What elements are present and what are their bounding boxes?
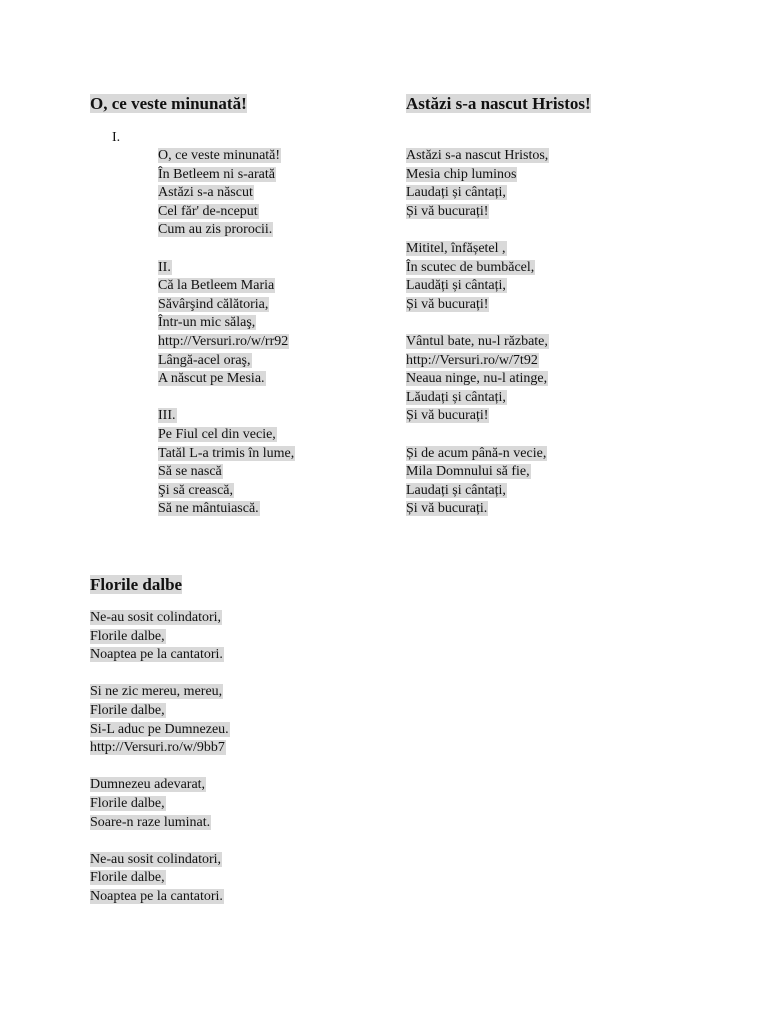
verse-line [90, 683, 230, 702]
stanza [406, 240, 549, 314]
stanza [158, 259, 295, 389]
verse-line [406, 333, 549, 352]
verse-text: Dumnezeu adevarat, [90, 777, 206, 793]
verse-line [158, 314, 295, 333]
verse-line [90, 851, 230, 870]
poem1-numeral: I. [112, 130, 121, 145]
verse-text: Si ne zic mereu, mereu, [90, 684, 223, 700]
verse-text: http://Versuri.ro/w/7t92 [406, 352, 538, 368]
verse-line [158, 407, 295, 426]
verse-line [90, 888, 230, 907]
verse-text: Vântul bate, nu-l răzbate, [406, 333, 548, 349]
verse-line [406, 184, 549, 203]
verse-line [90, 776, 230, 795]
verse-line [406, 296, 549, 315]
verse-text: III. [158, 408, 176, 424]
verse-line [406, 463, 549, 482]
stanza [90, 776, 230, 832]
verse-line [158, 147, 295, 166]
verse-text: Soare-n raze luminat. [90, 814, 211, 830]
verse-text: Astăzi s-a născut [158, 185, 253, 201]
verse-line [90, 628, 230, 647]
poem1-body [158, 147, 295, 537]
stanza [406, 333, 549, 426]
verse-text: Pe Fiul cel din vecie, [158, 426, 276, 442]
poem1-title: O, ce veste minunată! [90, 94, 247, 113]
verse-line [406, 445, 549, 464]
verse-line [406, 389, 549, 408]
verse-text: Ne-au sosit colindatori, [90, 851, 222, 867]
verse-text: Florile dalbe, [90, 870, 165, 886]
verse-text: În scutec de bumbăcel, [406, 259, 535, 275]
verse-line [158, 277, 295, 296]
verse-text: Mititel, înfășetel , [406, 240, 506, 256]
verse-text: Noaptea pe la cantatori. [90, 647, 223, 663]
verse-line [90, 609, 230, 628]
verse-line [406, 407, 549, 426]
verse-line [406, 166, 549, 185]
verse-line [90, 869, 230, 888]
verse-line [406, 203, 549, 222]
verse-line [406, 147, 549, 166]
verse-text: Laudați și cântați, [406, 482, 506, 498]
verse-line [158, 333, 295, 352]
verse-line [90, 646, 230, 665]
verse-text: Mesia chip luminos [406, 166, 517, 182]
stanza [406, 445, 549, 519]
poem3-body [90, 609, 230, 925]
verse-line [158, 500, 295, 519]
verse-line [90, 795, 230, 814]
stanza [90, 683, 230, 757]
verse-line [158, 445, 295, 464]
verse-line [158, 296, 295, 315]
verse-text: http://Versuri.ro/w/rr92 [158, 333, 289, 349]
verse-text: Laudăți și cântați, [406, 278, 506, 294]
verse-text: Mila Domnului să fie, [406, 464, 530, 480]
verse-text: Lângă-acel oraş, [158, 352, 251, 368]
verse-line [158, 259, 295, 278]
verse-text: Şi să crească, [158, 482, 234, 498]
verse-line [90, 739, 230, 758]
verse-text: Într-un mic sălaş, [158, 315, 256, 331]
verse-text: Florile dalbe, [90, 795, 165, 811]
verse-line [158, 370, 295, 389]
verse-text: Neaua ninge, nu-l atinge, [406, 371, 548, 387]
verse-line [406, 352, 549, 371]
verse-text: A născut pe Mesia. [158, 371, 265, 387]
verse-line [158, 203, 295, 222]
verse-text: Si-L aduc pe Dumnezeu. [90, 721, 229, 737]
verse-text: Cel făr' de-nceput [158, 203, 258, 219]
verse-text: Astăzi s-a nascut Hristos, [406, 148, 549, 163]
verse-text: Și vă bucurați! [406, 203, 489, 219]
verse-text: Și vă bucurați! [406, 296, 489, 312]
verse-text: În Betleem ni s-arată [158, 166, 276, 182]
verse-line [158, 166, 295, 185]
verse-text: Să ne mântuiască. [158, 501, 259, 517]
verse-text: Săvârşind călătoria, [158, 296, 269, 312]
stanza [406, 147, 549, 221]
verse-text: Să se nască [158, 464, 222, 480]
verse-text: Florile dalbe, [90, 628, 165, 644]
verse-text: O, ce veste minunată! [158, 148, 281, 163]
stanza [158, 147, 295, 240]
verse-text: Și de acum până-n vecie, [406, 445, 547, 461]
verse-text: Cum au zis prorocii. [158, 222, 273, 238]
stanza [90, 851, 230, 907]
stanza [158, 407, 295, 519]
verse-line [406, 370, 549, 389]
verse-text: Noaptea pe la cantatori. [90, 888, 223, 904]
verse-line [158, 482, 295, 501]
verse-line [158, 221, 295, 240]
verse-text: http://Versuri.ro/w/9bb7 [90, 740, 225, 756]
verse-line [406, 240, 549, 259]
verse-line [158, 184, 295, 203]
verse-text: Ne-au sosit colindatori, [90, 610, 222, 625]
verse-line [406, 259, 549, 278]
verse-line [406, 277, 549, 296]
verse-line [90, 702, 230, 721]
poem3-title: Florile dalbe [90, 575, 183, 594]
verse-line [158, 463, 295, 482]
poem2-body [406, 147, 549, 537]
poem2-title: Astăzi s-a nascut Hristos! [406, 94, 591, 113]
verse-text: Tatăl L-a trimis în lume, [158, 445, 295, 461]
verse-text: II. [158, 259, 171, 275]
verse-line [158, 426, 295, 445]
verse-text: Că la Betleem Maria [158, 278, 275, 294]
verse-line [406, 500, 549, 519]
verse-text: Florile dalbe, [90, 702, 165, 718]
verse-line [90, 814, 230, 833]
stanza [90, 609, 230, 665]
verse-text: Laudați și cântați, [406, 185, 506, 201]
verse-line [158, 352, 295, 371]
verse-line [90, 721, 230, 740]
verse-text: Și vă bucurați! [406, 408, 489, 424]
verse-text: Și vă bucurați. [406, 501, 488, 517]
verse-line [406, 482, 549, 501]
verse-text: Lăudați și cântați, [406, 389, 506, 405]
